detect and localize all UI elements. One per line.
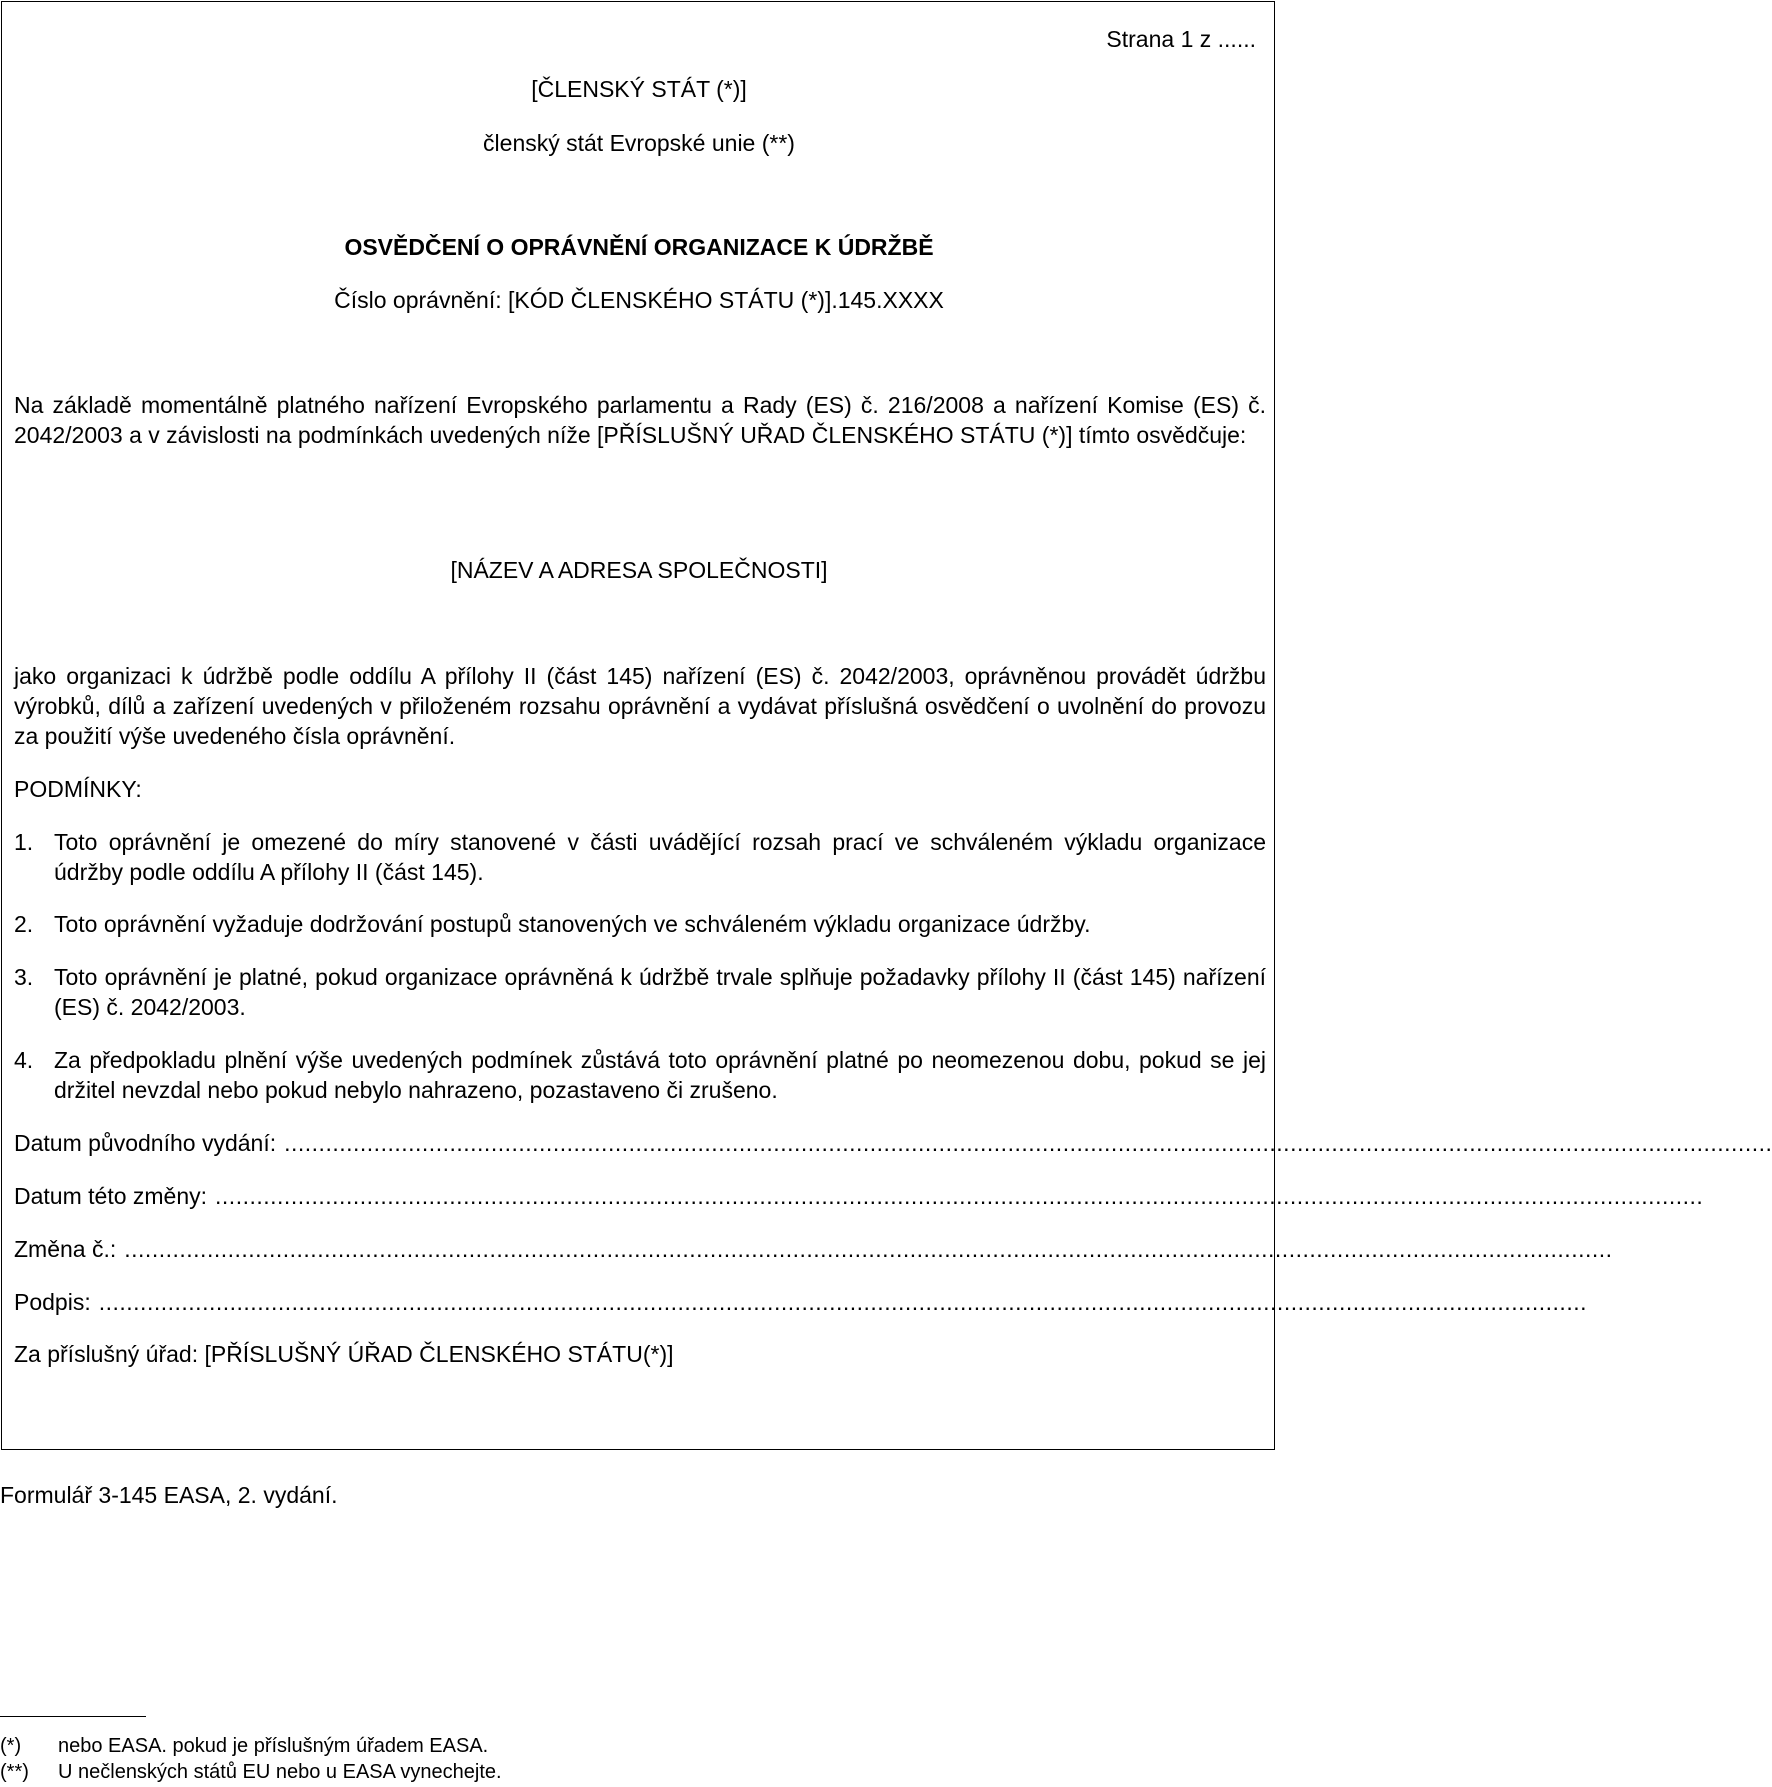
fill-in-line: ........................................................................................................................................................................................................................ xyxy=(124,1236,1613,1262)
eu-member-state-line: členský stát Evropské unie (**) xyxy=(483,130,795,156)
footnote xyxy=(0,1759,502,1785)
footnote-text: U nečlenských států EU nebo u EASA vynechejte. xyxy=(58,1761,502,1783)
footnote-divider xyxy=(0,1716,146,1717)
fill-in-line: ........................................................................................................................................................................................................................ xyxy=(215,1183,1704,1209)
change-number-field[interactable] xyxy=(14,1234,1613,1264)
field-label: Datum této změny: xyxy=(14,1183,208,1209)
fill-in-line: ........................................................................................................................................................................................................................ xyxy=(284,1130,1772,1156)
original-issue-date-field[interactable] xyxy=(14,1128,1772,1158)
field-label: Podpis: xyxy=(14,1289,91,1315)
condition-text: Toto oprávnění vyžaduje dodržování postupů stanovených ve schváleném výkladu organizace údržby. xyxy=(54,911,1091,937)
condition-number: 1. xyxy=(14,829,34,855)
condition-text: Toto oprávnění je omezené do míry stanovené v části uvádějící rozsah prací ve schváleném výkladu organizace údržby podle oddílu A přílohy II (část 145). xyxy=(54,829,1266,885)
certificate-frame xyxy=(1,1,1772,1450)
signature-field[interactable] xyxy=(14,1287,1587,1317)
condition-number: 2. xyxy=(14,911,34,937)
field-label: Změna č.: xyxy=(14,1236,117,1262)
member-state-placeholder: [ČLENSKÝ STÁT (*)] xyxy=(531,76,747,102)
certificate-title: OSVĚDČENÍ O OPRÁVNĚNÍ ORGANIZACE K ÚDRŽBĚ xyxy=(344,234,934,260)
company-name-address: [NÁZEV A ADRESA SPOLEČNOSTI] xyxy=(450,557,828,583)
form-identifier: Formulář 3-145 EASA, 2. vydání. xyxy=(0,1482,338,1508)
competent-authority-line: Za příslušný úřad: [PŘÍSLUŠNÝ ÚŘAD ČLENSKÉHO STÁTU(*)] xyxy=(14,1341,674,1367)
condition-text: Za předpokladu plnění výše uvedených podmínek zůstává toto oprávnění platné po neomezenou dobu, pokud se jej držitel nevzdal nebo pokud nebylo nahrazeno, pozastaveno či zrušeno. xyxy=(54,1047,1266,1103)
condition-item xyxy=(14,909,1266,939)
condition-text: Toto oprávnění je platné, pokud organizace oprávněná k údržbě trvale splňuje požadavky přílohy II (část 145) nařízení (ES) č. 2042/2003. xyxy=(54,964,1266,1020)
condition-item xyxy=(14,1045,1266,1105)
footnote-mark: (*) xyxy=(0,1735,22,1757)
scope-paragraph: jako organizaci k údržbě podle oddílu A přílohy II (část 145) nařízení (ES) č. 2042/2003, oprávněnou provádět údržbu výrobků, dílů a zařízení uvedených v přiloženém rozsahu oprávnění a vydávat příslušná osvědčení o uvolnění do provozu za použití výše uvedeného čísla oprávnění. xyxy=(14,663,1266,749)
condition-number: 4. xyxy=(14,1047,34,1073)
footnote-text: nebo EASA. pokud je příslušným úřadem EASA. xyxy=(58,1735,489,1757)
conditions-heading: PODMÍNKY: xyxy=(14,776,142,802)
fill-in-line: ........................................................................................................................................................................................................................ xyxy=(98,1289,1587,1315)
change-date-field[interactable] xyxy=(14,1181,1704,1211)
approval-number: Číslo oprávnění: [KÓD ČLENSKÉHO STÁTU (*)].145.XXXX xyxy=(334,287,944,313)
condition-number: 3. xyxy=(14,964,34,990)
condition-item xyxy=(14,962,1266,1022)
intro-paragraph: Na základě momentálně platného nařízení Evropského parlamentu a Rady (ES) č. 216/2008 a nařízení Komise (ES) č. 2042/2003 a v závislosti na podmínkách uvedených níže [PŘÍSLUŠNÝ UŘAD ČLENSKÉHO STÁTU (*)] tímto osvědčuje: xyxy=(14,392,1266,448)
condition-item xyxy=(14,827,1266,887)
footnote-mark: (**) xyxy=(0,1761,29,1783)
footnote xyxy=(0,1733,488,1759)
page-number: Strana 1 z ...... xyxy=(1106,26,1256,52)
field-label: Datum původního vydání: xyxy=(14,1130,277,1156)
